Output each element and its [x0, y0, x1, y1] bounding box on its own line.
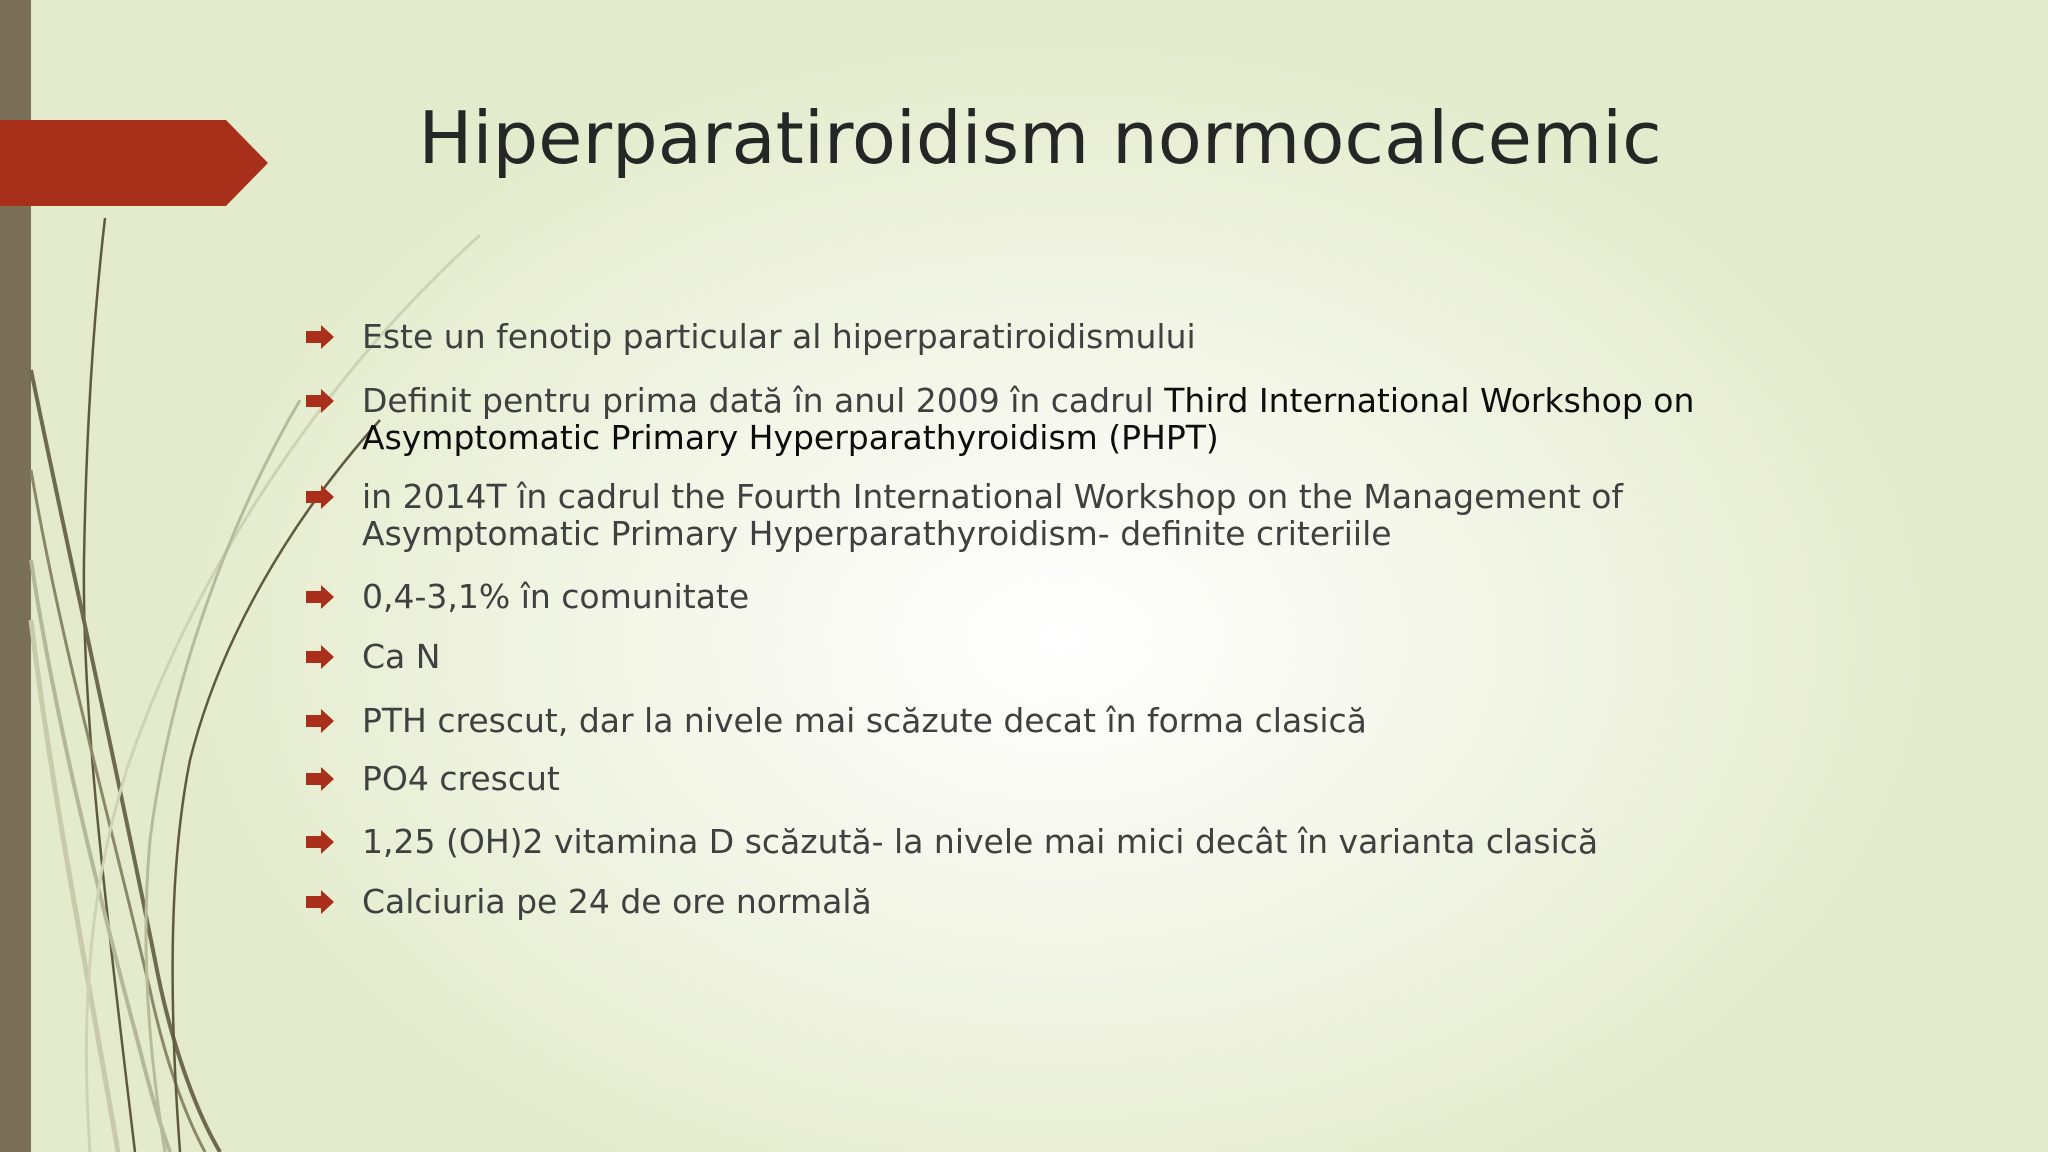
list-item-text: Asymptomatic Primary Hyperparathyroidism- definite criteriile [362, 514, 1392, 553]
arrow-right-icon [306, 325, 334, 349]
list-item-emphasis: Asymptomatic Primary Hyperparathyroidism (PHPT) [362, 418, 1219, 457]
arrow-right-icon [306, 830, 334, 854]
list-item-text: in 2014T în cadrul the Fourth International Workshop on the Management of [362, 477, 1624, 516]
page-title: Hiperparatiroidism normocalcemic [418, 96, 1662, 180]
list-item [362, 823, 1802, 860]
list-item [362, 318, 1802, 355]
list-item [362, 760, 1802, 797]
list-item-text: Este un fenotip particular al hiperparatiroidismului [362, 317, 1196, 356]
list-item-text: 0,4-3,1% în comunitate [362, 577, 750, 616]
list-item-text: 1,25 (OH)2 vitamina D scăzută- la nivele mai mici decât în varianta clasică [362, 822, 1599, 861]
list-item-emphasis: Third International Workshop on [1164, 381, 1695, 420]
arrow-right-icon [306, 485, 334, 509]
list-item [362, 478, 1802, 552]
arrow-right-icon [306, 890, 334, 914]
list-item-text: Definit pentru prima dată în anul 2009 în cadrul [362, 381, 1165, 420]
list-item [362, 702, 1802, 739]
list-item [362, 883, 1802, 920]
arrow-right-icon [306, 585, 334, 609]
arrow-right-icon [306, 709, 334, 733]
list-item-text: Calciuria pe 24 de ore normală [362, 882, 872, 921]
list-item-text: PO4 crescut [362, 759, 560, 798]
arrow-right-icon [306, 645, 334, 669]
list-item [362, 638, 1802, 675]
arrow-right-icon [306, 767, 334, 791]
arrow-right-icon [306, 389, 334, 413]
list-item-text: Ca N [362, 637, 441, 676]
list-item [362, 382, 1802, 456]
list-item-text: PTH crescut, dar la nivele mai scăzute decat în forma clasică [362, 701, 1367, 740]
list-item [362, 578, 1802, 615]
